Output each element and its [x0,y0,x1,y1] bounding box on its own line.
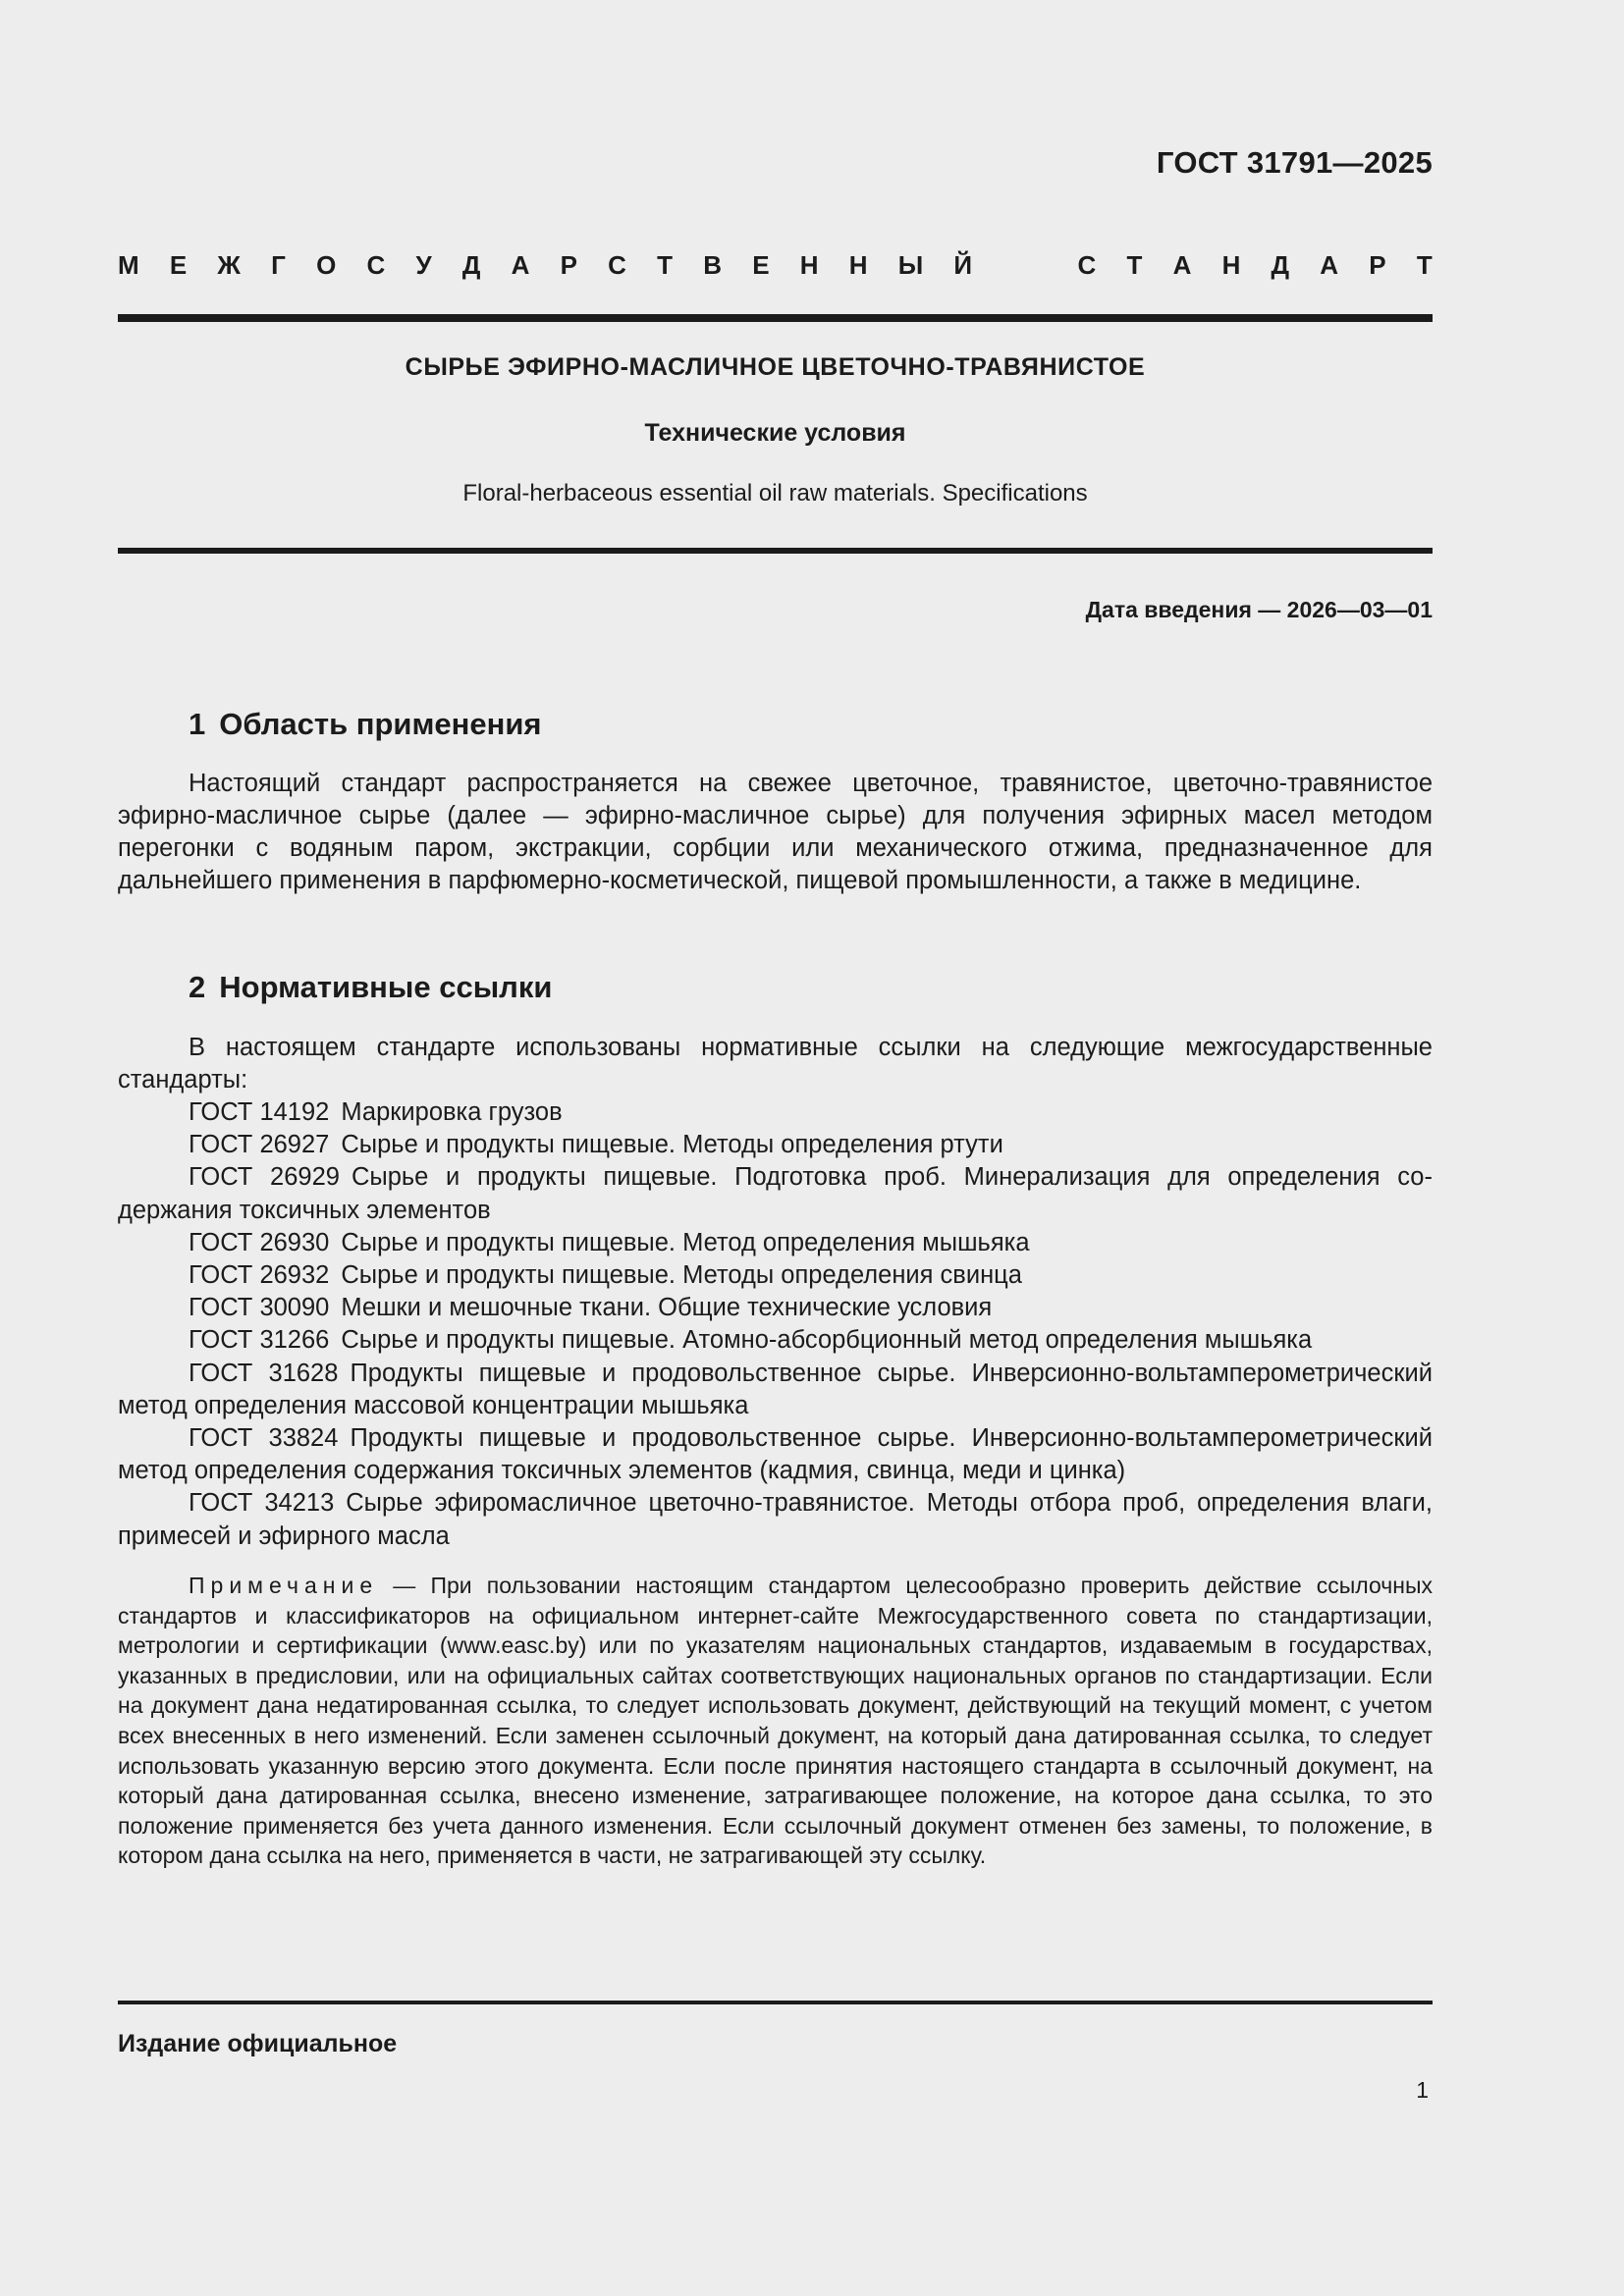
page-number: 1 [1416,2077,1429,2103]
section-number: 1 [189,707,206,741]
standard-type-letter: А [1320,250,1339,280]
standard-type-letter: Д [1271,250,1290,280]
standard-type-letter: Н [1221,250,1241,280]
reference-item [118,1358,1433,1422]
reference-item [118,1292,1433,1324]
standard-type-letter: Е [752,250,770,280]
reference-code: ГОСТ 33824 [189,1424,339,1453]
reference-code: ГОСТ 26932 [189,1261,330,1290]
reference-code: ГОСТ 31628 [189,1359,339,1387]
edition-label: Издание официальное [118,2030,398,2057]
standard-type-letter: Н [848,250,868,280]
reference-item [118,1096,1433,1129]
standard-type-letter: Г [271,250,286,280]
note-text: — При пользовании настоящим стандартом целесообразно проверить действие ссылочных стандартов и классификаторов на официальном интернет-сайте Межгосударственного совета по стандартизации, метрологии и сертификации (www.easc.by) или по указателям национальных стандартов, издаваемым в государствах, указанных в предисловии, или на официальных сайтах соответствующих национальных органов по стандартизации. Если на документ дана недатированная ссылка, то следует использовать документ, действующий на текущий момент, с учетом всех внесенных в него изменений. Если заменен ссылочный документ, на который дана датированная ссылка, то следует использовать указанную версию этого документа. Если после принятия настоящего стандарта в ссылочный документ, на который дана датированная ссылка, внесено изменение, затрагивающее положение, на которое дана ссылка, то это положение применяется без учета данного изменения. Если ссылочный документ отменен без замены, то положение, в котором дана ссылка на него, применяется в части, не затрагивающей эту ссылку. [118,1573,1433,1869]
reference-title: Сырье эфиромасличное цветочно-травянистое. Методы отбора проб, определения влаги, примесей и эфирного масла [118,1489,1433,1550]
reference-item [118,1259,1433,1292]
standard-type-letter: Н [799,250,819,280]
standard-type-letter: А [511,250,530,280]
reference-list [118,1096,1433,1553]
reference-code: ГОСТ 31266 [189,1326,330,1355]
note-label: Примечание [189,1573,379,1598]
reference-title: Сырье и продукты пищевые. Подготовка проб. Минерализация для определения содержания токсичных элементов [118,1163,1433,1224]
references-intro: В настоящем стандарте использованы нормативные ссылки на следующие межгосударственные стандарты: [118,1034,1433,1094]
reference-code: ГОСТ 26930 [189,1228,330,1256]
standard-type-letter: С [608,250,626,280]
reference-code: ГОСТ 26929 [189,1163,340,1192]
reference-title: Сырье и продукты пищевые. Атомно-абсорбционный метод определения мышьяка [341,1326,1313,1355]
section-title: Нормативные ссылки [219,970,553,1004]
reference-title: Сырье и продукты пищевые. Методы определения ртути [341,1131,1003,1159]
reference-item [118,1422,1433,1487]
scope-paragraph: Настоящий стандарт распространяется на свежее цветочное, травянистое, цветочно-травянистое эфирно-масличное сырье (далее — эфирно-масличное сырье) для получения эфирных масел методом перегонки с водяным паром, экстракции, сорбции или механического отжима, предназначенное для дальнейшего применения в парфюмерно-косметической, пищевой промышленности, а также в медицине. [118,770,1433,894]
reference-item [118,1129,1433,1161]
document-title-english: Floral-herbaceous essential oil raw materials. Specifications [462,480,1088,507]
standard-type-letter: С [1077,250,1097,280]
standard-type-letter: Т [1126,250,1143,280]
document-subtitle: Технические условия [644,419,906,447]
reference-code: ГОСТ 34213 [189,1489,335,1518]
title-divider [118,548,1433,554]
standard-type-letter: Ы [897,250,924,280]
reference-title: Мешки и мешочные ткани. Общие технические условия [341,1294,993,1322]
reference-title: Продукты пищевые и продовольственное сырье. Инверсионно-вольтамперометрический метод определения содержания токсичных элементов (кадмия, свинца, меди и цинка) [118,1424,1433,1485]
standard-type-letter: Е [169,250,188,280]
word-gap [1002,250,1047,281]
reference-code: ГОСТ 26927 [189,1131,330,1159]
reference-title: Маркировка грузов [341,1098,563,1126]
reference-title: Сырье и продукты пищевые. Методы определения свинца [341,1261,1022,1290]
reference-item [118,1324,1433,1357]
document-title: СЫРЬЕ ЭФИРНО-МАСЛИЧНОЕ ЦВЕТОЧНО-ТРАВЯНИСТОЕ [405,353,1146,381]
reference-item [118,1161,1433,1226]
introduction-date: Дата введения — 2026—03—01 [1085,597,1433,622]
standard-type-letter: Ж [217,250,241,280]
standard-type-letter: Д [461,250,481,280]
standard-type-letter: Р [1369,250,1386,280]
standard-type-letter: А [1172,250,1192,280]
section-number: 2 [189,970,206,1004]
section-heading-normative-references [189,970,552,1005]
section-title: Область применения [219,707,542,741]
reference-title: Продукты пищевые и продовольственное сырье. Инверсионно-вольтамперометрический метод определения массовой концентрации мышьяка [118,1359,1433,1419]
standard-type-letter: М [118,250,139,280]
standard-type-letter: Й [953,250,973,280]
footer-divider [118,2001,1433,2004]
reference-item [118,1487,1433,1552]
top-divider [118,314,1433,322]
reference-code: ГОСТ 14192 [189,1098,330,1126]
standard-type-letter: У [415,250,432,280]
standard-type-letter: Р [560,250,577,280]
gost-number: ГОСТ 31791—2025 [1156,145,1433,180]
standard-type-letter: О [316,250,337,280]
standard-type-letter: Т [657,250,674,280]
standard-type-letter: Т [1416,250,1433,280]
document-page [118,0,1433,2296]
standard-type-heading [118,250,1433,281]
reference-item [118,1227,1433,1259]
note-paragraph [118,1571,1433,1871]
standard-type-letter: В [703,250,723,280]
reference-title: Сырье и продукты пищевые. Метод определения мышьяка [341,1228,1030,1256]
reference-code: ГОСТ 30090 [189,1294,330,1322]
section-heading-scope [189,707,542,742]
standard-type-letter: С [366,250,386,280]
